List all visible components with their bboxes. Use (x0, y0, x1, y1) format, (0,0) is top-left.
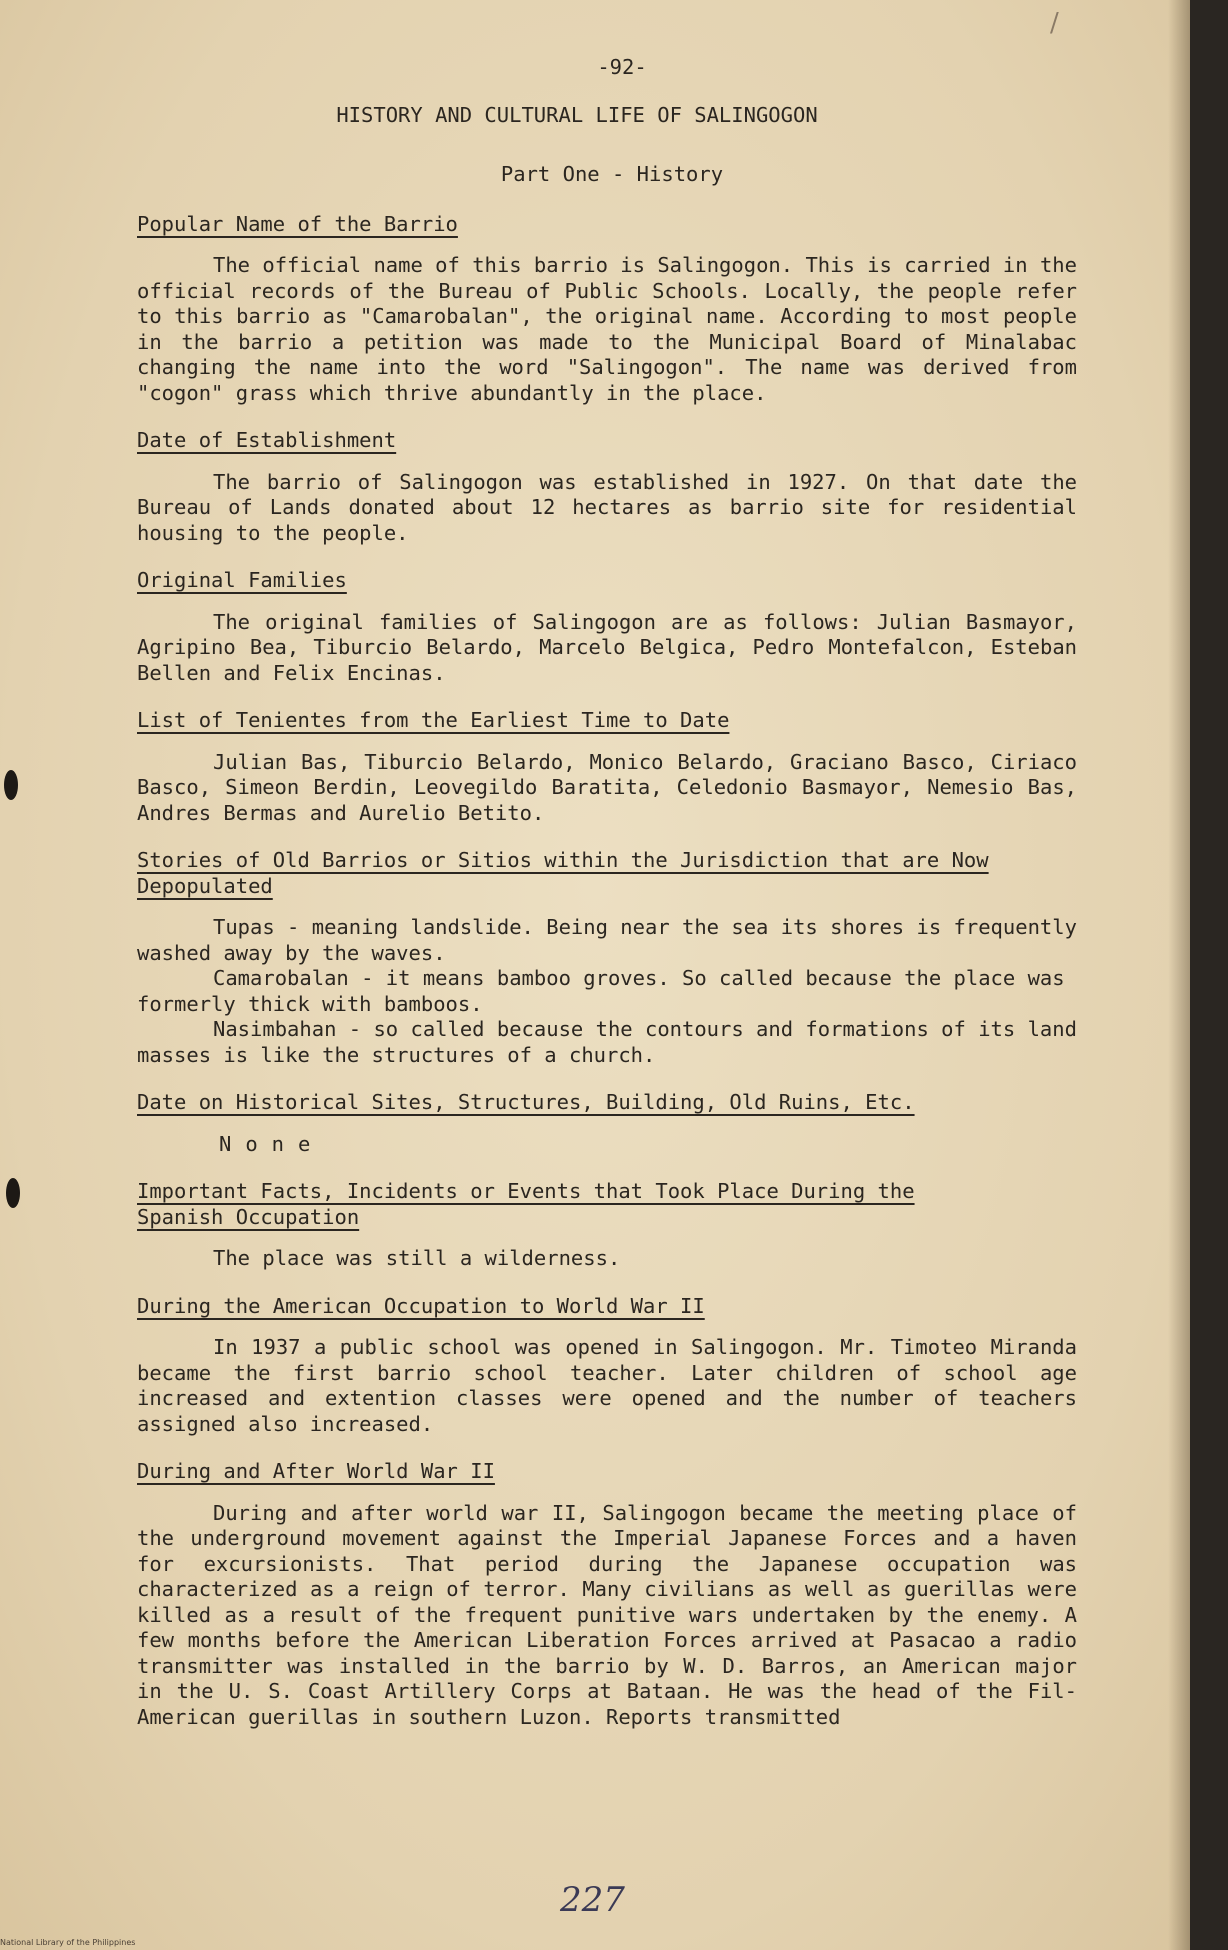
section-tenientes (137, 708, 1077, 826)
section-spanish-occupation (137, 1179, 1077, 1272)
section-heading: During and After World War II (137, 1459, 495, 1483)
page-number: -92- (597, 55, 647, 79)
section-heading: Original Families (137, 568, 347, 592)
section-date-of-establishment (137, 428, 1077, 546)
section-heading: Stories of Old Barrios or Sitios within the Jurisdiction that are Now Depopulated (137, 848, 989, 898)
section-historical-sites (137, 1090, 1077, 1157)
section-paragraph: The original families of Salingogon are as follows: Julian Basmayor, Agripino Bea, Tiburcio Belardo, Marcelo Belgica, Pedro Montefalcon, Esteban Bellen and Felix Encinas. (137, 609, 1077, 685)
section-heading: Date on Historical Sites, Structures, Building, Old Ruins, Etc. (137, 1090, 915, 1114)
section-paragraph: The place was still a wilderness. (213, 1246, 621, 1270)
archive-footer: National Library of the Philippines (0, 1938, 136, 1947)
section-heading: List of Tenientes from the Earliest Time to Date (137, 708, 730, 732)
section-old-barrios (137, 848, 1077, 1068)
corner-pencil-mark: / (1050, 8, 1059, 38)
section-popular-name (137, 212, 1077, 407)
section-paragraph: The barrio of Salingogon was established in 1927. On that date the Bureau of Lands donated about 12 hectares as barrio site for residential housing to the people. (137, 469, 1077, 545)
none-text: None (219, 1131, 325, 1156)
binding-hole (4, 770, 18, 800)
document-body (137, 55, 1077, 1752)
section-american-occupation (137, 1294, 1077, 1438)
document-title: HISTORY AND CULTURAL LIFE OF SALINGOGON (336, 102, 818, 127)
section-paragraph: The official name of this barrio is Salingogon. This is carried in the official records of the Bureau of Public Schools. Locally, the people refer to this barrio as "Camarobalan", the original name. According to most people in the barrio a petition was made to the Municipal Board of Minalabac changing the name into the word "Salingogon". The name was derived from "cogon" grass which thrive abundantly in the place. (137, 253, 1077, 405)
section-heading: Date of Establishment (137, 428, 397, 452)
section-original-families (137, 568, 1077, 686)
section-heading: During the American Occupation to World War II (137, 1293, 705, 1318)
page-edge-shadow (1168, 0, 1190, 1950)
section-paragraph: In 1937 a public school was opened in Salingogon. Mr. Timoteo Miranda became the first barrio school teacher. Later children of school age increased and extention classes were opened and the number of teachers assigned also increased. (137, 1335, 1077, 1436)
handwritten-page-number: 227 (560, 1880, 625, 1920)
section-heading: Important Facts, Incidents or Events that Took Place During the Spanish Occupation (137, 1179, 915, 1229)
part-heading: Part One - History (500, 162, 724, 186)
section-paragraph: Camarobalan - it means bamboo groves. So called because the place was formerly thick with bamboos. (137, 966, 1065, 1016)
binding-hole (6, 1178, 20, 1208)
section-paragraph: During and after world war II, Salingogon became the meeting place of the underground movement against the Imperial Japanese Forces and a haven for excursionists. That period during the Japanese occupation was characterized as a reign of terror. Many civilians as well as guerillas were killed as a result of the frequent punitive wars undertaken by the enemy. A few months before the American Liberation Forces arrived at Pasacao a radio transmitter was installed in the barrio by W. D. Barros, an American major in the U. S. Coast Artillery Corps at Bataan. He was the head of the Fil-American guerillas in southern Luzon. Reports transmitted (137, 1500, 1077, 1729)
section-heading: Popular Name of the Barrio (137, 211, 458, 236)
section-paragraph: Nasimbahan - so called because the contours and formations of its land masses is like the structures of a church. (137, 1017, 1077, 1067)
section-world-war-ii (137, 1459, 1077, 1730)
section-paragraph: Julian Bas, Tiburcio Belardo, Monico Belardo, Graciano Basco, Ciriaco Basco, Simeon Berdin, Leovegildo Baratita, Celedonio Basmayor, Nemesio Bas, Andres Bermas and Aurelio Betito. (137, 749, 1077, 825)
section-paragraph: Tupas - meaning landslide. Being near the sea its shores is frequently washed away by the waves. (137, 915, 1077, 965)
